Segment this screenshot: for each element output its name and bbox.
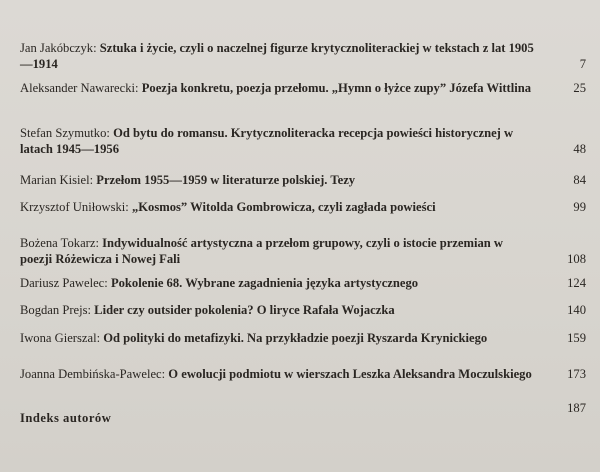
entry-author: Bożena Tokarz: bbox=[20, 236, 99, 250]
entry-title: Indeks autorów bbox=[20, 411, 112, 425]
entry-page-number: 173 bbox=[567, 367, 586, 381]
toc-entry-index bbox=[20, 401, 586, 426]
entry-title: Od polityki do metafizyki. Na przykładzie poezji Ryszarda Krynickiego bbox=[103, 331, 488, 345]
entry-page-number: 99 bbox=[573, 200, 586, 214]
entry-page-number: 108 bbox=[567, 252, 586, 266]
toc-entry bbox=[20, 80, 586, 96]
entry-author: Iwona Gierszal: bbox=[20, 331, 101, 345]
entry-title: Poezja konkretu, poezja przełomu. „Hymn o łyżce zupy” Józefa Wittlina bbox=[141, 81, 532, 95]
entry-author: Krzysztof Uniłowski: bbox=[20, 200, 129, 214]
entry-author: Dariusz Pawelec: bbox=[20, 276, 108, 290]
entry-page-number: 7 bbox=[579, 57, 586, 71]
entry-author: Marian Kisiel: bbox=[20, 173, 94, 187]
toc-entry bbox=[20, 40, 586, 72]
entry-title: Sztuka i życie, czyli o naczelnej figurze krytycznoliterackiej w tekstach z lat 1905—1914 bbox=[20, 41, 534, 71]
entry-page-number: 124 bbox=[567, 276, 586, 290]
entry-page-number: 48 bbox=[573, 142, 586, 156]
toc-entry bbox=[20, 172, 586, 188]
entry-page-number: 159 bbox=[567, 331, 586, 345]
toc-entry bbox=[20, 330, 586, 346]
entry-title: O ewolucji podmiotu w wierszach Leszka Aleksandra Moczulskiego bbox=[168, 367, 532, 381]
entry-author: Stefan Szymutko: bbox=[20, 126, 110, 140]
entry-author: Jan Jakóbczyk: bbox=[20, 41, 97, 55]
toc-entry bbox=[20, 125, 586, 157]
entry-title: Indywidualność artystyczna a przełom grupowy, czyli o istocie przemian w poezji Różewicza i Nowej Fali bbox=[20, 236, 503, 266]
entry-title: Od bytu do romansu. Krytycznoliteracka recepcja powieści historycznej w latach 1945—1956 bbox=[20, 126, 514, 156]
entry-author: Joanna Dembińska-Pawelec: bbox=[20, 367, 166, 381]
entry-page-number: 140 bbox=[567, 303, 586, 317]
entry-title: „Kosmos” Witolda Gombrowicza, czyli zagłada powieści bbox=[131, 200, 436, 214]
entry-page-number: 187 bbox=[567, 401, 586, 415]
toc-entry bbox=[20, 366, 586, 382]
toc-entry bbox=[20, 302, 586, 318]
entry-title: Lider czy outsider pokolenia? O liryce Rafała Wojaczka bbox=[94, 303, 395, 317]
entry-author: Aleksander Nawarecki: bbox=[20, 81, 139, 95]
entry-page-number: 25 bbox=[573, 81, 586, 95]
toc-entry bbox=[20, 199, 586, 215]
entry-author: Bogdan Prejs: bbox=[20, 303, 92, 317]
toc-entry bbox=[20, 235, 586, 267]
toc-entry bbox=[20, 275, 586, 291]
entry-page-number: 84 bbox=[573, 173, 586, 187]
entry-title: Pokolenie 68. Wybrane zagadnienia języka artystycznego bbox=[110, 276, 419, 290]
entry-title: Przełom 1955—1959 w literaturze polskiej. Tezy bbox=[96, 173, 356, 187]
